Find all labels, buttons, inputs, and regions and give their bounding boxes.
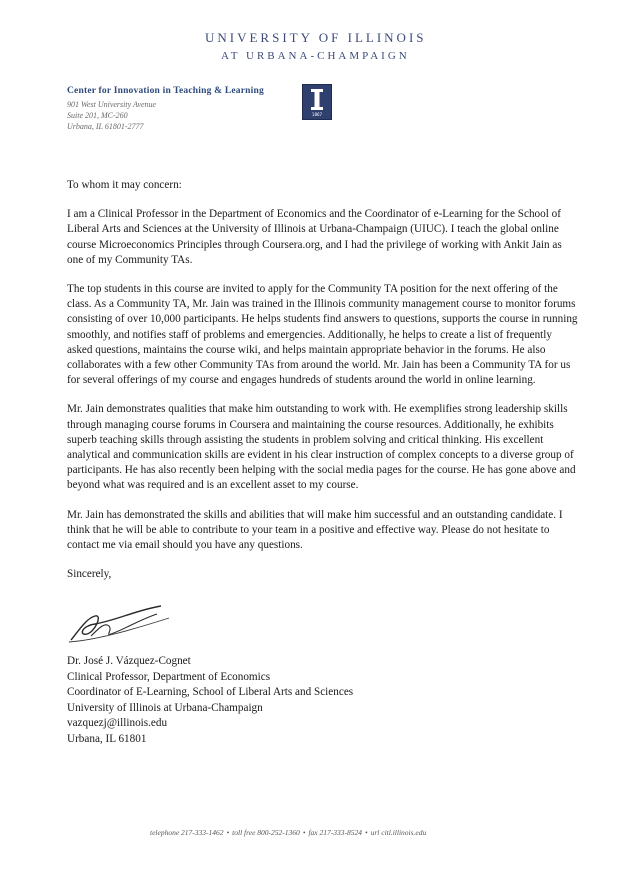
signer-name: Dr. José J. Vázquez-Cognet	[67, 655, 191, 668]
footer-toll-free: toll free 800-252-1360	[232, 828, 300, 837]
logo-year: 1867	[311, 112, 323, 117]
paragraph-role: The top students in this course are invited to apply for the Community TA position for the next offering of the class. As a Community TA, Mr. Jain was trained in the Illinois community management course to monitor forums consisting of over 10,000 participants. He helps students find answers to questions, supports the course in running smoothly, and notifies staff of problems and emergencies. Additionally, he helps to create a list of frequently asked questions, maintains the course wiki, and helps maintain appropriate behavior in the forums. He also collaborates with a few other Community TAs from around the world. Mr. Jain has been a Community TA for us for several offerings of my course and engages hundreds of students around the world in online learning.	[67, 283, 578, 387]
address-line: Suite 201, MC-260	[67, 111, 128, 120]
signer-role: Coordinator of E-Learning, School of Liberal Arts and Sciences	[67, 686, 354, 699]
paragraph-qualities: Mr. Jain demonstrates qualities that make him outstanding to work with. He exemplifies strong leadership skills through managing course forums in Coursera and maintaining the course resources. Additionally, he exhibits superb teaching skills through assisting the students in problem solving and critical thinking. His excellent analytical and communication skills are evident in his clear instruction of complex concepts to a diverse group of participants. He has also recently been helping with the social media pages for the course. He has gone above and beyond what was required and is an excellent asset to my course.	[67, 403, 576, 492]
separator-icon: •	[365, 828, 368, 837]
signer-institution: University of Illinois at Urbana-Champaign	[67, 701, 263, 714]
letter-body	[67, 178, 579, 747]
signer-title: Clinical Professor, Department of Economics	[67, 670, 271, 683]
university-campus: AT URBANA-CHAMPAIGN	[221, 50, 410, 62]
signature-icon	[65, 596, 175, 648]
paragraph-intro: I am a Clinical Professor in the Department of Economics and the Coordinator of e-Learning for the School of Liberal Arts and Sciences at the University of Illinois at Urbana-Champaign (UIUC). I teach the global online course Microeconomics Principles through Coursera.org, and I had the privilege of working with Ankit Jain as one of my Community TAs.	[67, 208, 562, 266]
footer-fax: fax 217-333-8524	[308, 828, 362, 837]
separator-icon: •	[302, 828, 306, 837]
center-address	[67, 99, 264, 132]
letterhead-footer	[150, 828, 490, 837]
salutation: To whom it may concern:	[67, 179, 182, 191]
address-line: Urbana, IL 61801-2777	[67, 122, 144, 131]
signature-block	[67, 654, 579, 746]
signer-location: Urbana, IL 61801	[67, 732, 147, 745]
closing: Sincerely,	[67, 568, 112, 581]
footer-url: url citl.illinois.edu	[370, 828, 427, 837]
center-name: Center for Innovation in Teaching & Learning	[67, 86, 264, 96]
center-block	[67, 86, 264, 132]
footer-telephone: telephone 217-333-1462	[150, 828, 224, 837]
signature-image	[65, 596, 175, 648]
separator-icon: •	[226, 828, 230, 837]
signer-email: vazquezj@illinois.edu	[67, 717, 168, 730]
university-logo-icon	[302, 84, 332, 120]
paragraph-closing: Mr. Jain has demonstrated the skills and abilities that will make him successful and an outstanding candidate. I think that he will be able to contribute to your team in a positive and effective way. Please do not hesitate to contact me via email should you have any questions.	[67, 508, 563, 552]
university-name: UNIVERSITY OF ILLINOIS	[205, 30, 427, 45]
address-line: 901 West University Avenue	[67, 100, 157, 109]
university-header	[205, 30, 427, 62]
